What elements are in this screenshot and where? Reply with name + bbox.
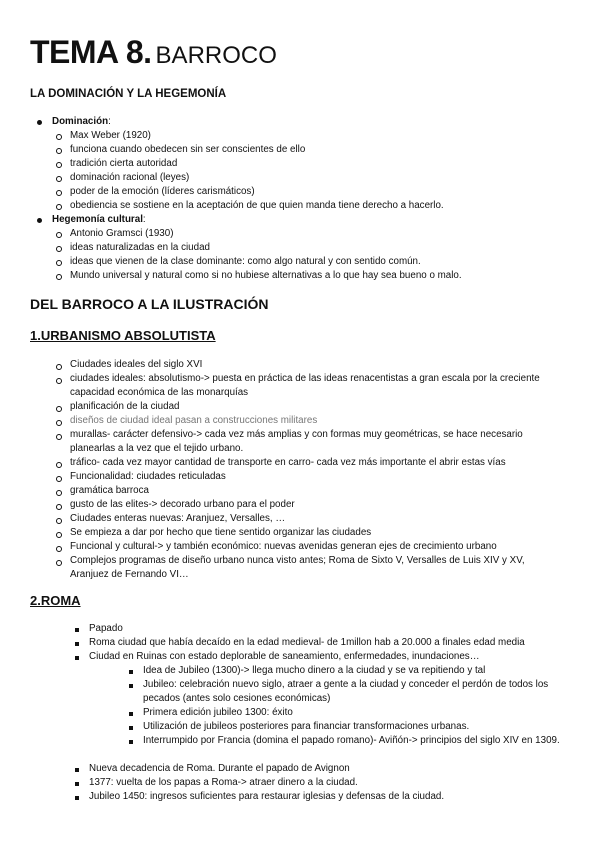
- bullet-circle: [56, 504, 62, 510]
- list-item: obediencia se sostiene en la aceptación de que quien manda tiene derecho a hacerlo.: [70, 200, 444, 211]
- bullet-circle: [56, 176, 62, 182]
- bullet-square: [75, 782, 79, 786]
- bullet-circle: [56, 204, 62, 210]
- list-item-dominacion: Dominación:: [52, 116, 111, 127]
- bullet-square: [75, 796, 79, 800]
- bullet-square: [129, 740, 133, 744]
- bullet-circle: [56, 406, 62, 412]
- list-item-hegemonia: Hegemonía cultural:: [52, 214, 146, 225]
- bullet-circle: [56, 134, 62, 140]
- title-number: TEMA 8.: [30, 34, 152, 70]
- bullet-circle: [56, 546, 62, 552]
- list-item: Max Weber (1920): [70, 130, 151, 141]
- section-heading-dominacion: LA DOMINACIÓN Y LA HEGEMONÍA: [30, 88, 227, 100]
- bullet-square: [129, 670, 133, 674]
- list-item: tráfico- cada vez mayor cantidad de transporte en carro- cada vez más importante el abrir estas vías: [70, 457, 506, 468]
- bullet-circle: [56, 518, 62, 524]
- list-item: dominación racional (leyes): [70, 172, 190, 183]
- bullet-circle: [56, 434, 62, 440]
- list-item: tradición cierta autoridad: [70, 158, 178, 169]
- list-item: ciudades ideales: absolutismo-> puesta en práctica de las ideas renacentistas a gran escala por la creciente capacidad económica de las monarquías: [70, 373, 540, 398]
- bullet-circle: [56, 420, 62, 426]
- list-item: diseños de ciudad ideal pasan a construcciones militares: [70, 415, 318, 426]
- bullet-circle: [56, 364, 62, 370]
- list-item: gramática barroca: [70, 485, 149, 496]
- list-item: 1377: vuelta de los papas a Roma-> atraer dinero a la ciudad.: [89, 777, 358, 788]
- list-item: Se empieza a dar por hecho que tiene sentido organizar las ciudades: [70, 527, 372, 538]
- bullet-circle: [56, 162, 62, 168]
- bullet-square: [129, 712, 133, 716]
- bullet-square: [75, 628, 79, 632]
- section-heading-roma: 2.ROMA: [30, 593, 81, 608]
- bullet-circle: [56, 560, 62, 566]
- bullet-circle: [56, 274, 62, 280]
- list-item: Jubileo: celebración nuevo siglo, atraer a gente a la ciudad y conceder el perdón de todos los pecados (antes solo cesiones económicas): [143, 679, 549, 704]
- list-item: Primera edición jubileo 1300: éxito: [143, 707, 293, 718]
- list-item: Ciudad en Ruinas con estado deplorable de saneamiento, enfermedades, inundaciones…: [89, 651, 480, 662]
- list-item: Papado: [89, 623, 123, 634]
- list-item: ideas naturalizadas en la ciudad: [70, 242, 210, 253]
- bullet-square: [75, 768, 79, 772]
- bullet-circle: [56, 246, 62, 252]
- bullet-dot: [37, 120, 42, 125]
- section-heading-urbanismo: 1.URBANISMO ABSOLUTISTA: [30, 328, 216, 343]
- title-name: BARROCO: [155, 42, 277, 69]
- section-heading-barroco: DEL BARROCO A LA ILUSTRACIÓN: [30, 296, 269, 312]
- bullet-circle: [56, 190, 62, 196]
- list-item: Ciudades ideales del siglo XVI: [70, 359, 203, 370]
- list-item: ideas que vienen de la clase dominante: como algo natural y con sentido común.: [70, 256, 421, 267]
- list-item: Ciudades enteras nuevas: Aranjuez, Versalles, …: [70, 513, 286, 524]
- list-item: gusto de las elites-> decorado urbano para el poder: [70, 499, 295, 510]
- bullet-circle: [56, 462, 62, 468]
- list-item: poder de la emoción (líderes carismáticos): [70, 186, 255, 197]
- bullet-square: [75, 642, 79, 646]
- page-title: [30, 34, 277, 71]
- bullet-square: [75, 656, 79, 660]
- bullet-circle: [56, 476, 62, 482]
- list-item: Complejos programas de diseño urbano nunca visto antes; Roma de Sixto V, Versalles de Luis XIV y XV, Aranjuez de Fernando VI…: [70, 555, 525, 580]
- list-item: funciona cuando obedecen sin ser conscientes de ello: [70, 144, 306, 155]
- list-item: Funcionalidad: ciudades reticuladas: [70, 471, 226, 482]
- list-item: Funcional y cultural-> y también económico: nuevas avenidas generan ejes de crecimiento urbano: [70, 541, 497, 552]
- list-item: Utilización de jubileos posteriores para financiar transformaciones urbanas.: [143, 721, 470, 732]
- bullet-circle: [56, 260, 62, 266]
- bullet-square: [129, 726, 133, 730]
- list-item: Antonio Gramsci (1930): [70, 228, 174, 239]
- list-item: Roma ciudad que había decaído en la edad medieval- de 1millon hab a 20.000 a finales edad media: [89, 637, 525, 648]
- list-item: murallas- carácter defensivo-> cada vez más amplias y con formas muy geométricas, se hace necesario planearlas a la vez que el tejido urbano.: [70, 429, 523, 454]
- list-item: Jubileo 1450: ingresos suficientes para restaurar iglesias y defensas de la ciudad.: [89, 791, 445, 802]
- bullet-circle: [56, 232, 62, 238]
- bullet-circle: [56, 532, 62, 538]
- list-item: Nueva decadencia de Roma. Durante el papado de Avignon: [89, 763, 350, 774]
- list-item: planificación de la ciudad: [70, 401, 180, 412]
- bullet-circle: [56, 148, 62, 154]
- list-item: Mundo universal y natural como si no hubiese alternativas a lo que hay sea bueno o malo.: [70, 270, 462, 281]
- list-item: Idea de Jubileo (1300)-> llega mucho dinero a la ciudad y se va repitiendo y tal: [143, 665, 486, 676]
- bullet-circle: [56, 490, 62, 496]
- bullet-square: [129, 684, 133, 688]
- list-item: Interrumpido por Francia (domina el papado romano)- Aviñón-> principios del siglo XIV en 1309.: [143, 735, 560, 746]
- bullet-dot: [37, 218, 42, 223]
- bullet-circle: [56, 378, 62, 384]
